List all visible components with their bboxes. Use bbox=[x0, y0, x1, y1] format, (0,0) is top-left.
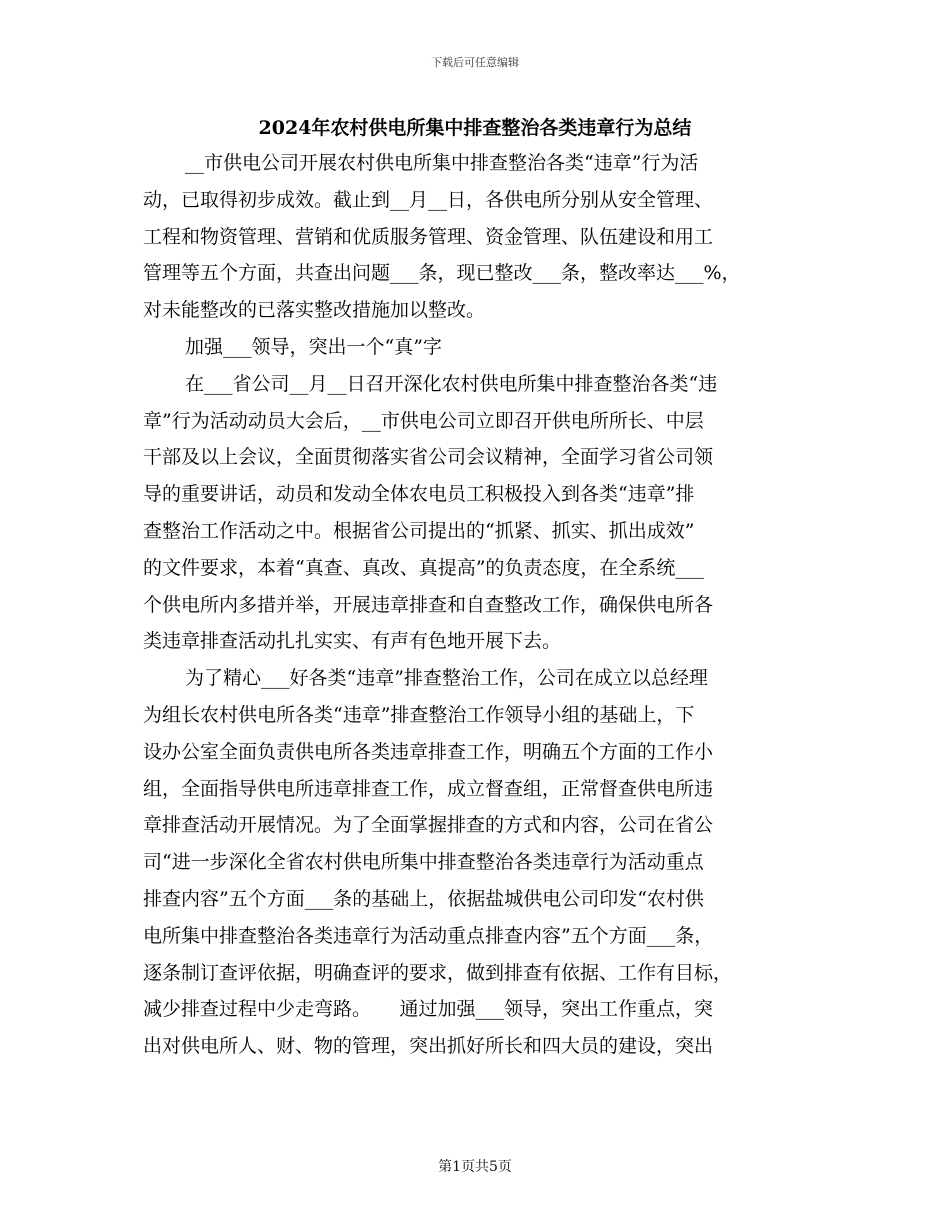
document-title: 2024年农村供电所集中排查整治各类违章行为总结 bbox=[258, 117, 692, 139]
body-line: 工程和物资管理、营销和优质服务管理、资金管理、队伍建设和用工 bbox=[143, 225, 714, 248]
body-line: 出对供电所人、财、物的管理，突出抓好所长和四大员的建设，突出 bbox=[143, 1035, 714, 1058]
body-line: 司“进一步深化全省农村供电所集中排查整治各类违章行为活动重点 bbox=[143, 851, 704, 874]
body-line: 设办公室全面负责供电所各类违章排查工作，明确五个方面的工作小 bbox=[143, 740, 714, 763]
body-line: 导的重要讲话，动员和发动全体农电员工积极投入到各类“违章”排 bbox=[143, 483, 695, 506]
body-line: 个供电所内多措并举，开展违章排查和自查整改工作，确保供电所各 bbox=[143, 593, 714, 616]
body-line: 章排查活动开展情况。为了全面掌握排查的方式和内容，公司在省公 bbox=[143, 814, 714, 837]
body-line: 管理等五个方面，共查出问题___条，现已整改___条，整改率达___%， bbox=[143, 262, 741, 285]
body-line: 动，已取得初步成效。截止到__月__日，各供电所分别从安全管理、 bbox=[143, 188, 714, 211]
body-line: 对未能整改的已落实整改措施加以整改。 bbox=[143, 299, 486, 322]
body-line: 组，全面指导供电所违章排查工作，成立督查组，正常督查供电所违 bbox=[143, 777, 714, 800]
body-line: 为了精心___好各类“违章”排查整治工作，公司在成立以总经理 bbox=[185, 667, 708, 690]
body-line: 的文件要求，本着“真查、真改、真提高”的负责态度，在全系统___ bbox=[143, 556, 704, 579]
page-number: 第1页共5页 bbox=[438, 1159, 512, 1175]
body-line: __市供电公司开展农村供电所集中排查整治各类“违章”行为活 bbox=[185, 152, 699, 174]
section-heading: 加强___领导，突出一个“真”字 bbox=[185, 335, 442, 358]
body-line: 为组长农村供电所各类“违章”排查整治工作领导小组的基础上，下 bbox=[143, 703, 695, 726]
document-body bbox=[143, 145, 807, 1065]
body-line: 干部及以上会议，全面贯彻落实省公司会议精神，全面学习省公司领 bbox=[143, 446, 714, 469]
page-header: 下载后可任意编辑 bbox=[431, 56, 519, 69]
body-line: 查整治工作活动之中。根据省公司提出的“抓紧、抓实、抓出成效” bbox=[143, 519, 695, 542]
body-line: 排查内容”五个方面___条的基础上，依据盐城供电公司印发“农村供 bbox=[143, 887, 704, 910]
body-line: 章”行为活动动员大会后，__市供电公司立即召开供电所所长、中层 bbox=[143, 409, 704, 432]
body-line: 类违章排查活动扎扎实实、有声有色地开展下去。 bbox=[143, 630, 562, 653]
body-line: 减少排查过程中少走弯路。 通过加强___领导，突出工作重点，突 bbox=[143, 998, 714, 1021]
body-line: 逐条制订查评依据，明确查评的要求，做到排查有依据、工作有目标， bbox=[143, 961, 733, 984]
body-line: 电所集中排查整治各类违章行为活动重点排查内容”五个方面___条， bbox=[143, 924, 714, 947]
body-line: 在___省公司__月__日召开深化农村供电所集中排查整治各类“违 bbox=[185, 372, 718, 395]
